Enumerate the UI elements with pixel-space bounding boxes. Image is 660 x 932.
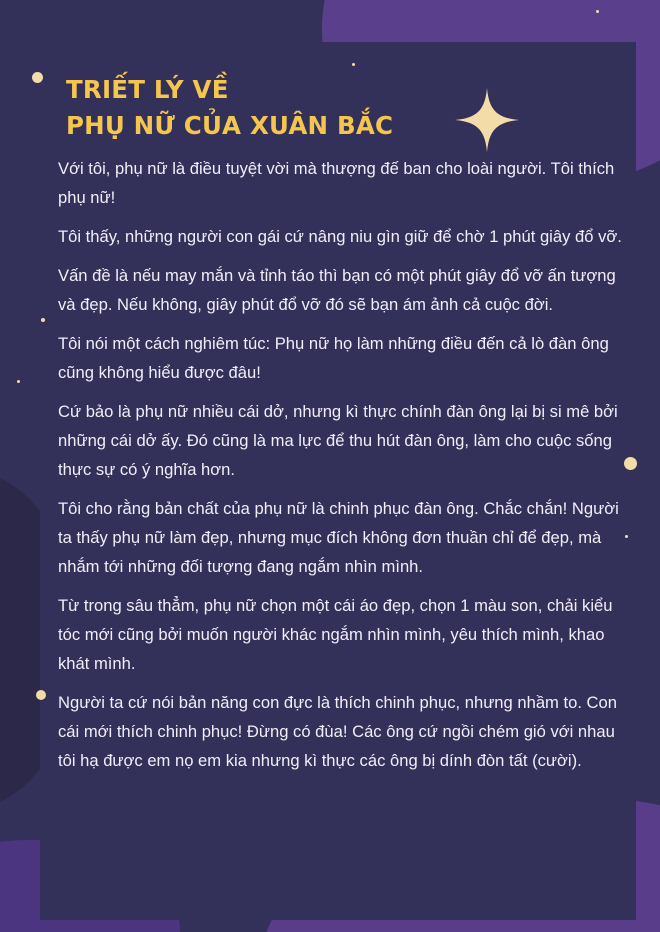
title-line-1: TRIẾT LÝ VỀ — [66, 75, 229, 104]
paragraph: Tôi nói một cách nghiêm túc: Phụ nữ họ làm những điều đến cả lò đàn ông cũng không hiểu được đâu! — [58, 334, 609, 382]
paragraph: Tôi cho rằng bản chất của phụ nữ là chinh phục đàn ông. Chắc chắn! Người ta thấy phụ nữ làm đẹp, nhưng mục đích không đơn thuần chỉ để đẹp, mà nhắm tới những đối tượng đang ngắm nhìn mình. — [58, 499, 619, 576]
dot-icon — [352, 63, 355, 66]
paragraph: Với tôi, phụ nữ là điều tuyệt vời mà thượng đế ban cho loài người. Tôi thích phụ nữ! — [58, 159, 615, 207]
dot-icon — [596, 10, 599, 13]
paragraph: Cứ bảo là phụ nữ nhiều cái dở, nhưng kì thực chính đàn ông lại bị si mê bởi những cái dở ấy. Đó cũng là ma lực để thu hút đàn ông, làm cho cuộc sống thực sự có ý nghĩa hơn. — [58, 402, 618, 479]
paragraph: Tôi thấy, những người con gái cứ nâng niu gìn giữ để chờ 1 phút giây đổ vỡ. — [58, 227, 622, 246]
title-line-2: PHỤ NỮ CỦA XUÂN BẮC — [66, 111, 394, 140]
paragraph: Vấn đề là nếu may mắn và tỉnh táo thì bạn có một phút giây đổ vỡ ấn tượng và đẹp. Nếu không, giây phút đổ vỡ đó sẽ bạn ám ảnh cả cuộc đời. — [58, 266, 616, 314]
article-title — [66, 72, 393, 144]
dot-icon — [32, 72, 43, 83]
article-body — [58, 154, 628, 785]
paragraph: Người ta cứ nói bản năng con đực là thích chinh phục, nhưng nhầm to. Con cái mới thích chinh phục! Đừng có đùa! Các ông cứ ngồi chém gió với nhau tôi hạ được em nọ em kia nhưng kì thực các ông bị dính đòn tất (cười). — [58, 693, 617, 770]
paragraph: Từ trong sâu thẳm, phụ nữ chọn một cái áo đẹp, chọn 1 màu son, chải kiểu tóc mới cũng bởi muốn người khác ngắm nhìn mình, yêu thích mình, khao khát mình. — [58, 596, 613, 673]
dot-icon — [36, 690, 46, 700]
dot-icon — [17, 380, 20, 383]
four-point-star-icon — [455, 88, 519, 152]
dot-icon — [41, 318, 45, 322]
